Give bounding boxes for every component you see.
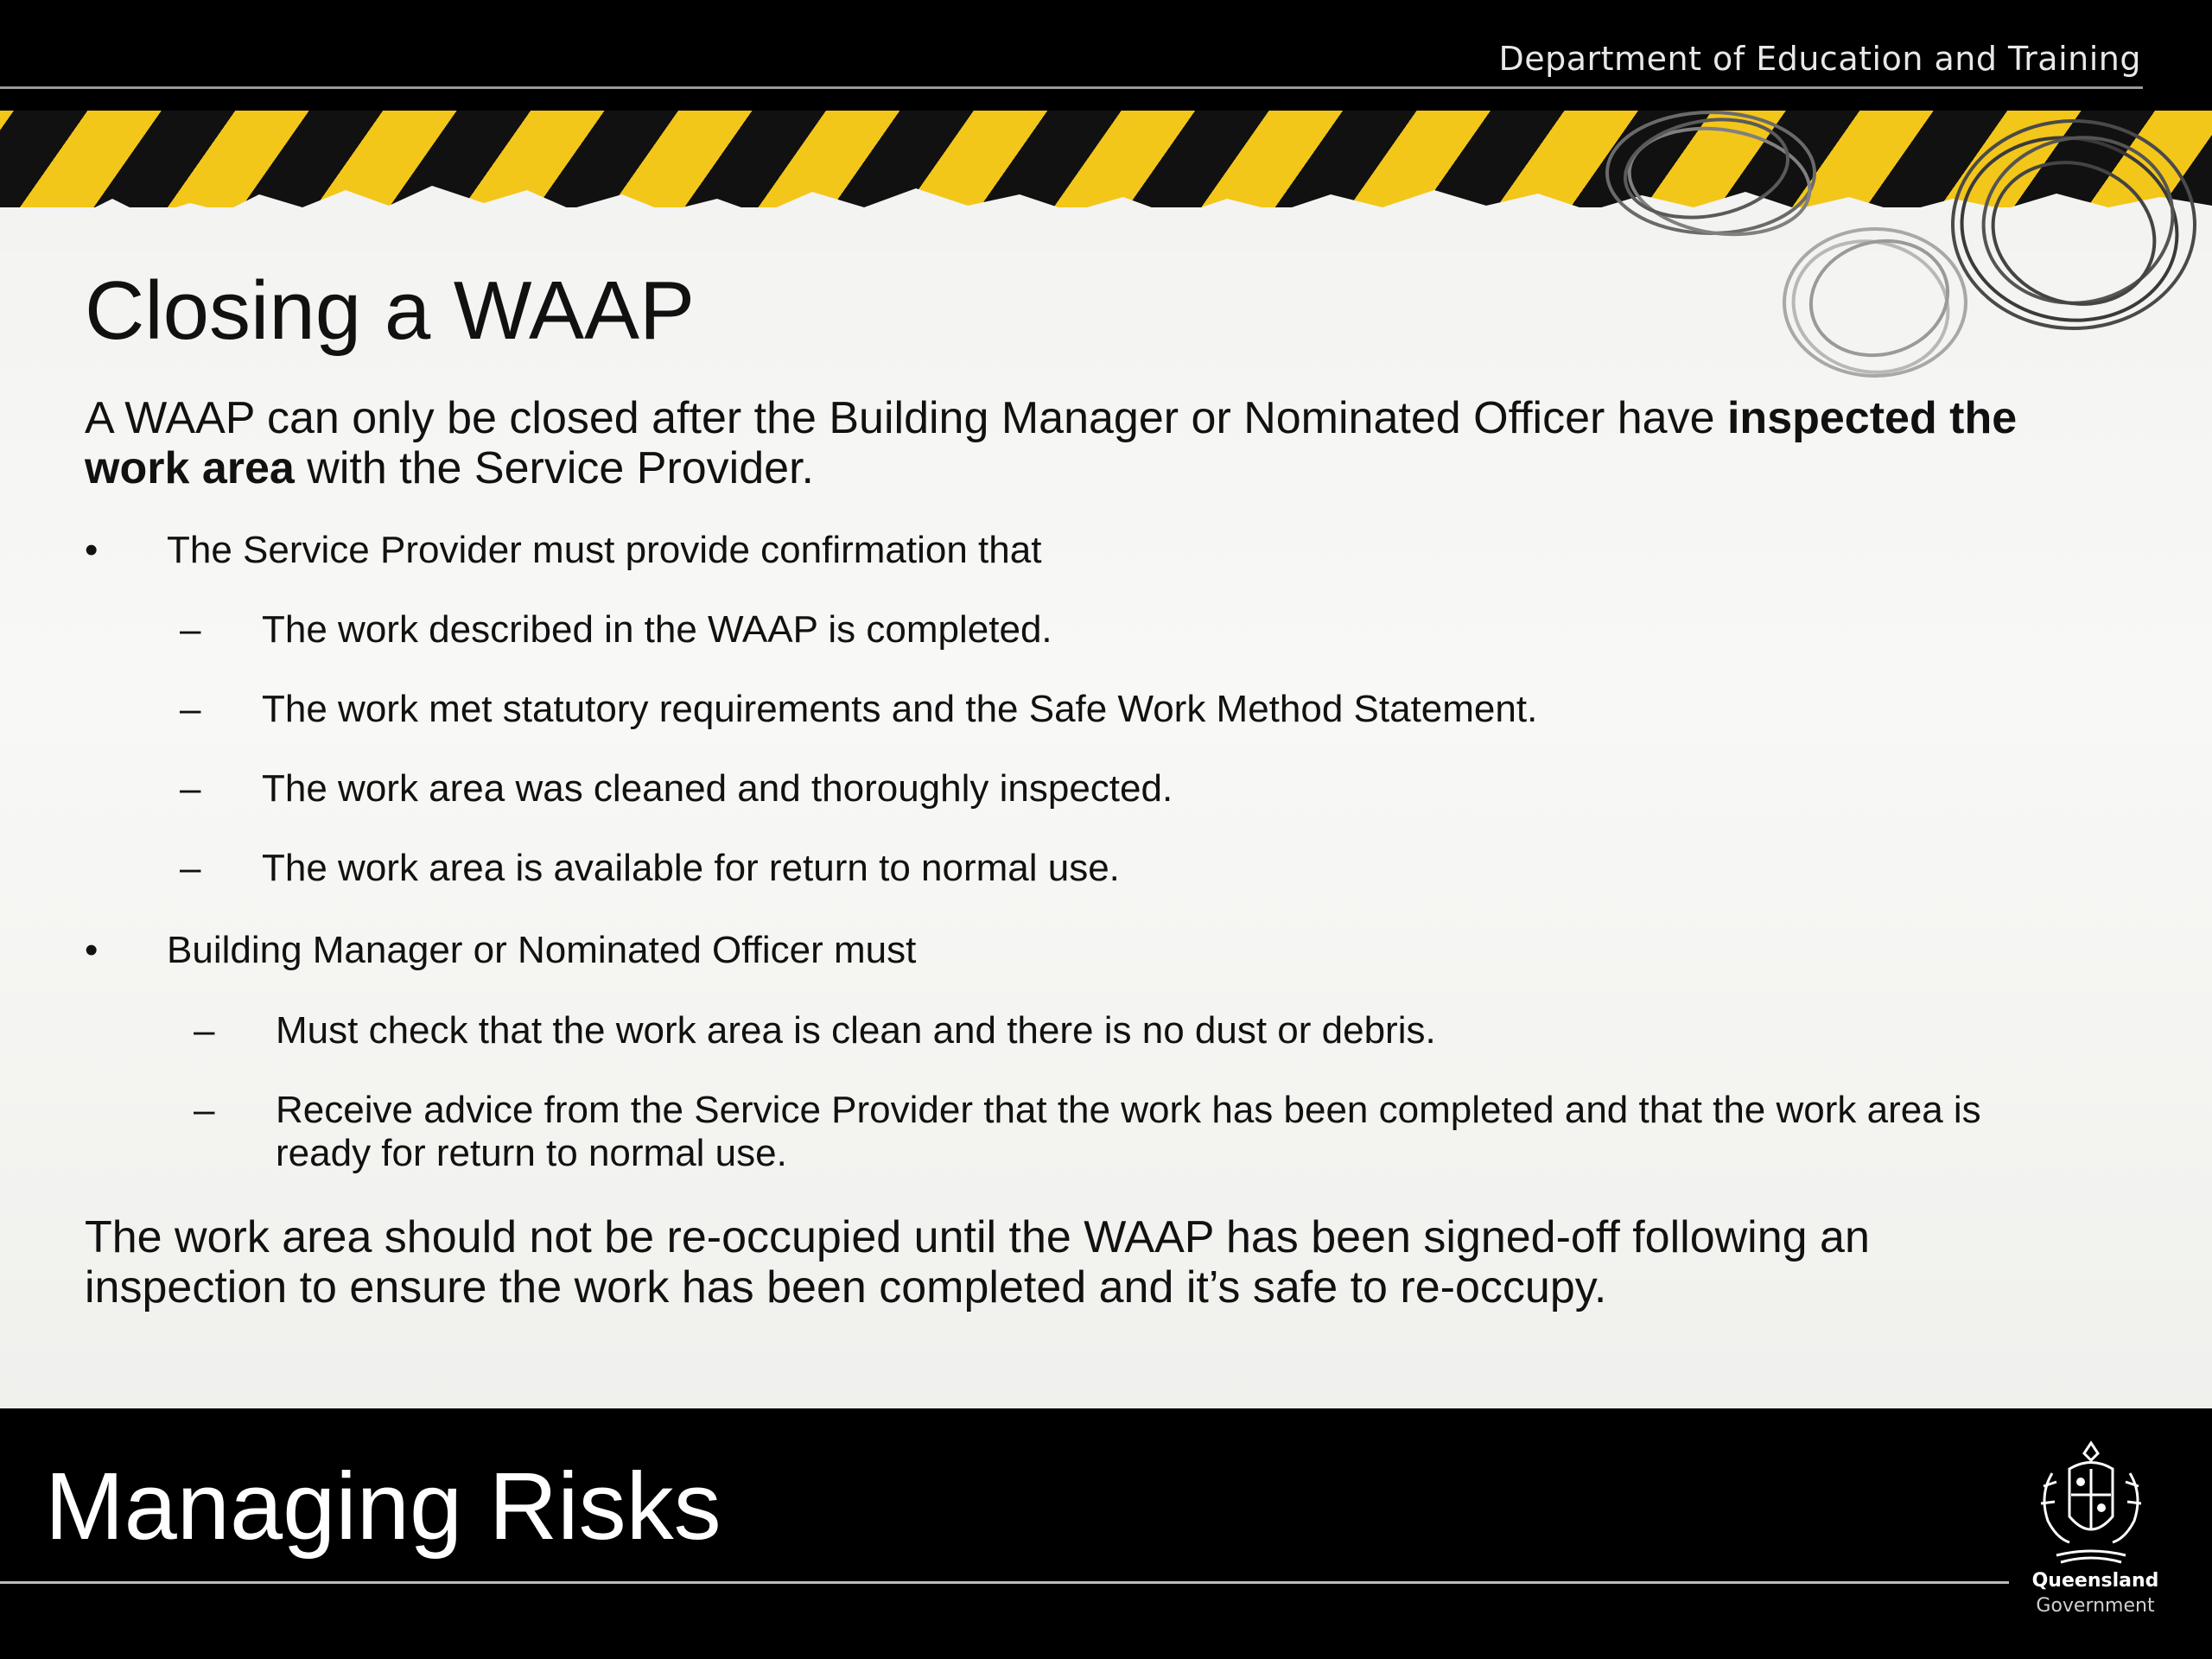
bullet-text: Building Manager or Nominated Officer must [167,929,917,971]
sub-bullet-text: The work area was cleaned and thoroughly inspected. [262,767,1173,810]
sub-bullet-text: Receive advice from the Service Provider that the work has been completed and that the work area is ready for return to normal use. [276,1089,1981,1174]
scribble-decoration [1590,104,2212,389]
footer-divider [0,1581,2009,1584]
footer-title: Managing Risks [45,1453,721,1560]
intro-paragraph [85,393,2055,493]
sub-bullet-text: The work described in the WAAP is completed. [262,608,1052,651]
sub-bullet-text: The work area is available for return to normal use. [262,847,1120,889]
dash-marker: – [180,847,201,889]
dash-marker: – [180,767,201,810]
bullet-marker: • [85,929,99,971]
header-divider [0,86,2143,89]
logo-text-government: Government [2036,1595,2155,1617]
slide-title: Closing a WAAP [85,264,696,357]
logo-text-queensland: Queensland [2031,1570,2159,1592]
header-bar [0,0,2212,112]
dash-marker: – [180,688,201,730]
dash-marker: – [194,1089,215,1131]
intro-text: A WAAP can only be closed after the Building Manager or Nominated Officer have [85,393,1727,443]
conclusion-paragraph: The work area should not be re-occupied until the WAAP has been signed-off following an inspection to ensure the work has been completed and it’s safe to re-occupy. [85,1212,1870,1313]
bullet-marker: • [85,529,99,571]
dash-marker: – [180,608,201,651]
department-name: Department of Education and Training [1498,40,2141,78]
sub-bullet-text: Must check that the work area is clean and there is no dust or debris. [276,1009,1436,1052]
sub-bullet-text: The work met statutory requirements and the Safe Work Method Statement. [262,688,1538,730]
bullet-text: The Service Provider must provide confirmation that [167,529,1042,571]
intro-text-end: with the Service Provider. [294,443,814,493]
dash-marker: – [194,1009,215,1052]
intro-bold-text: inspected the work area [85,393,2018,493]
queensland-crest-icon [2022,1434,2160,1573]
